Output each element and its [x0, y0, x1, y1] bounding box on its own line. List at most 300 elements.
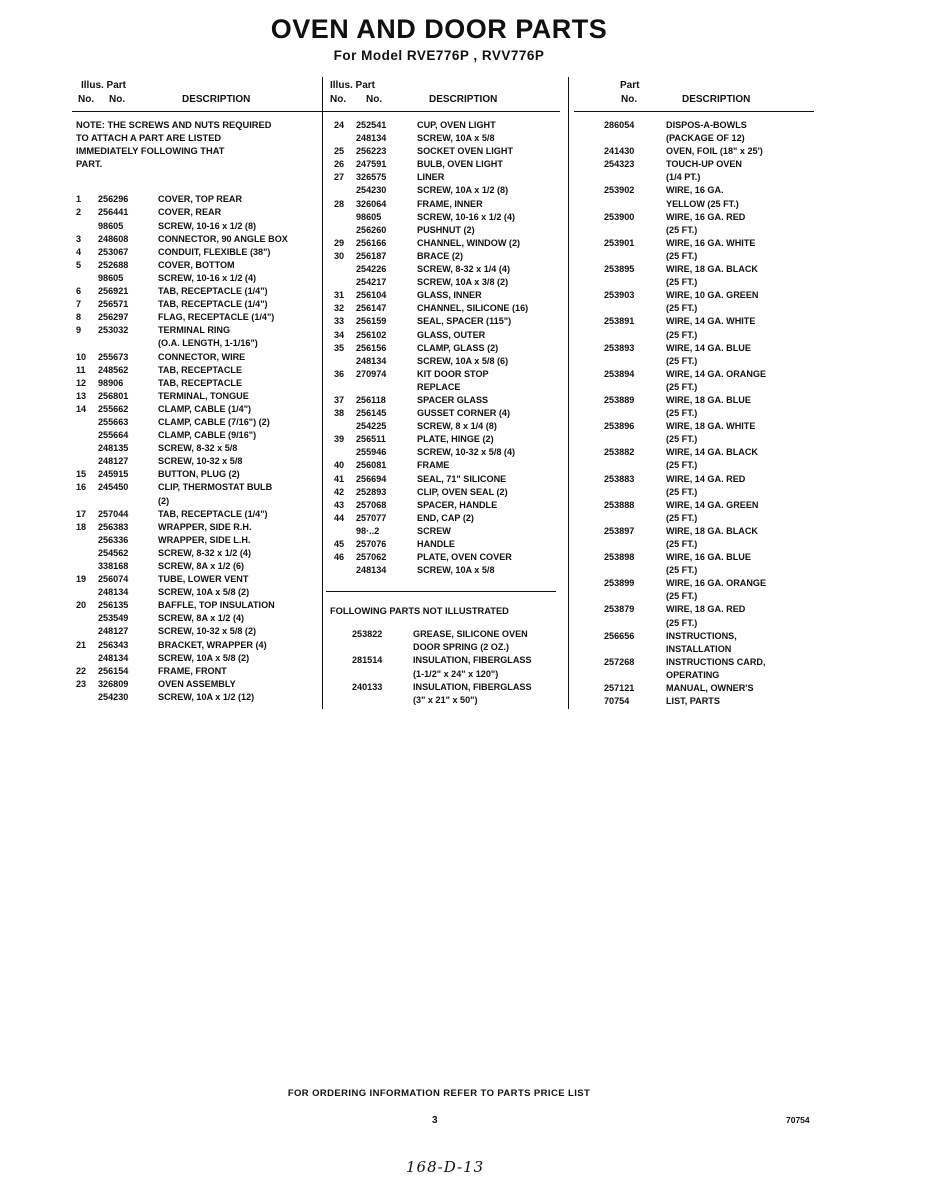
- part-number: 241430: [604, 146, 635, 157]
- table-row: [76, 351, 326, 364]
- part-description: WIRE, 16 GA. WHITE: [666, 237, 756, 248]
- part-number: 253883: [604, 473, 635, 484]
- table-row: [604, 198, 814, 211]
- part-description: WIRE, 10 GA. GREEN: [666, 290, 759, 301]
- part-description: SCREW, 10-16 x 1/2 (8): [158, 220, 257, 231]
- illus-number: 39: [334, 434, 345, 445]
- table-row: [604, 381, 814, 394]
- part-description: SCREW, 8-32 x 5/8: [158, 443, 238, 454]
- part-number: 248134: [356, 565, 387, 576]
- part-description: HANDLE: [417, 539, 455, 549]
- table-row: [76, 560, 326, 573]
- header-rule: [574, 111, 814, 112]
- part-description: (1-1/2" x 24" x 120"): [413, 668, 499, 679]
- table-row: [76, 429, 326, 442]
- part-number: 256147: [356, 303, 387, 314]
- part-description: PLATE, HINGE (2): [417, 434, 494, 445]
- table-row: [76, 220, 326, 233]
- part-description: SCREW, 10A x 5/8: [417, 565, 495, 576]
- header-rule: [326, 111, 560, 112]
- illus-number: 34: [334, 329, 345, 340]
- table-row: [76, 547, 326, 560]
- part-description: (25 FT.): [666, 434, 698, 445]
- table-row: [604, 224, 814, 237]
- part-description: MANUAL, OWNER'S: [666, 683, 754, 694]
- description-label: DESCRIPTION: [182, 94, 251, 105]
- part-description: KIT DOOR STOP: [417, 368, 489, 379]
- description-label: DESCRIPTION: [429, 94, 498, 105]
- illus-number: 24: [334, 120, 345, 130]
- part-number: 253893: [604, 342, 635, 353]
- table-row: [330, 446, 565, 459]
- table-row: [604, 446, 814, 459]
- part-description: INSTRUCTIONS CARD,: [666, 656, 766, 667]
- table-row: [604, 433, 814, 446]
- table-row: [330, 381, 565, 394]
- part-description: WIRE, 14 GA. RED: [666, 473, 746, 484]
- not-illustrated-list: [330, 628, 565, 707]
- table-row: [604, 499, 814, 512]
- part-number: 257062: [356, 552, 387, 563]
- table-row: [604, 643, 814, 656]
- part-description: (25 FT.): [666, 250, 698, 261]
- part-description: BULB, OVEN LIGHT: [417, 159, 503, 170]
- screws-note: NOTE: THE SCREWS AND NUTS REQUIRED TO ATTACH A PART ARE LISTED IMMEDIATELY FOLLOWING THAT PART.: [76, 120, 272, 170]
- part-description: SCREW, 10-32 x 5/8 (2): [158, 626, 257, 637]
- part-description: (25 FT.): [666, 460, 698, 471]
- table-row: [604, 630, 814, 643]
- part-description: SOCKET OVEN LIGHT: [417, 146, 513, 157]
- part-number: 257077: [356, 512, 387, 523]
- part-description: DOOR SPRING (2 OZ.): [413, 642, 509, 653]
- part-number: 98·..2: [356, 525, 380, 536]
- part-description: GREASE, SILICONE OVEN: [413, 629, 528, 640]
- illus-number: 10: [76, 351, 87, 362]
- part-description: SEAL, SPACER (115"): [417, 316, 512, 327]
- illus-number: 32: [334, 303, 345, 314]
- description-label: DESCRIPTION: [682, 94, 751, 105]
- part-description: CLIP, THERMOSTAT BULB: [158, 482, 273, 493]
- part-label: Part: [620, 80, 640, 91]
- part-description: GUSSET CORNER (4): [417, 408, 510, 419]
- part-description: END, CAP (2): [417, 512, 474, 523]
- table-row: [604, 119, 814, 132]
- part-description: (25 FT.): [666, 329, 698, 340]
- part-description: OPERATING: [666, 669, 720, 680]
- illus-number: 25: [334, 146, 345, 157]
- illus-number: 4: [76, 246, 82, 257]
- part-description: TERMINAL, TONGUE: [158, 390, 249, 401]
- table-row: [330, 668, 565, 681]
- table-row: [76, 233, 326, 246]
- part-number: 256154: [98, 665, 129, 676]
- part-number: 256074: [98, 574, 129, 585]
- part-number: 248135: [98, 443, 129, 454]
- part-number: 257044: [98, 508, 129, 519]
- table-row: [76, 652, 326, 665]
- table-row: [604, 342, 814, 355]
- column-2-rows: [330, 119, 565, 707]
- table-row: [330, 237, 565, 250]
- part-description: CONDUIT, FLEXIBLE (38"): [158, 246, 271, 257]
- part-number: 255664: [98, 430, 129, 441]
- part-number: 254562: [98, 547, 129, 558]
- part-description: YELLOW (25 FT.): [666, 198, 739, 209]
- part-number: 248127: [98, 626, 129, 637]
- table-row: [76, 337, 326, 350]
- part-description: (25 FT.): [666, 591, 698, 602]
- part-description: (1/4 PT.): [666, 172, 701, 183]
- table-row: [330, 145, 565, 158]
- table-row: [76, 285, 326, 298]
- table-row: [76, 324, 326, 337]
- part-description: BRACE (2): [417, 250, 463, 261]
- part-description: WIRE, 16 GA. ORANGE: [666, 578, 767, 589]
- part-description: OVEN ASSEMBLY: [158, 678, 236, 689]
- table-row: [604, 695, 814, 708]
- part-no-label: No.: [621, 94, 638, 105]
- part-number: 256145: [356, 408, 387, 419]
- part-number: 247591: [356, 159, 387, 170]
- part-number: 257068: [356, 499, 387, 510]
- table-row: [76, 193, 326, 206]
- part-description: CLIP, OVEN SEAL (2): [417, 486, 508, 497]
- part-number: 256343: [98, 639, 129, 650]
- part-description: SCREW, 10A x 1/2 (12): [158, 691, 255, 702]
- table-row: [330, 211, 565, 224]
- table-row: [604, 590, 814, 603]
- part-description: (25 FT.): [666, 617, 698, 628]
- table-row: [604, 237, 814, 250]
- part-description: PLATE, OVEN COVER: [417, 552, 512, 563]
- illus-number: 35: [334, 342, 345, 353]
- part-description: SCREW, 8-32 x 1/2 (4): [158, 547, 251, 558]
- table-row: [604, 669, 814, 682]
- table-row: [76, 298, 326, 311]
- part-number: 256383: [98, 521, 129, 532]
- part-description: FLAG, RECEPTACLE (1/4"): [158, 312, 275, 323]
- part-number: 253899: [604, 578, 635, 589]
- part-number: 253895: [604, 264, 635, 275]
- part-description: SCREW, 10A x 1/2 (8): [417, 185, 509, 196]
- illus-number: 2: [76, 207, 82, 218]
- illus-number: 16: [76, 482, 87, 493]
- part-number: 256694: [356, 473, 387, 484]
- illus-number: 30: [334, 250, 345, 261]
- column-divider-1: [322, 77, 323, 709]
- part-description: SCREW, 8A x 1/2 (6): [158, 561, 245, 571]
- table-row: [330, 198, 565, 211]
- part-description: SCREW, 10-32 x 5/8 (4): [417, 447, 516, 458]
- illus-number: 22: [76, 665, 87, 676]
- table-row: [330, 250, 565, 263]
- part-number: 98605: [356, 211, 382, 222]
- table-row: [330, 512, 565, 525]
- part-number: 256104: [356, 290, 387, 301]
- section-rule: [326, 591, 556, 592]
- part-description: SCREW, 10-16 x 1/2 (4): [158, 272, 257, 283]
- parts-column-1: [76, 80, 326, 702]
- table-row: [330, 329, 565, 342]
- part-description: INSTRUCTIONS,: [666, 630, 737, 641]
- table-row: [604, 473, 814, 486]
- table-row: [76, 521, 326, 534]
- table-row: [76, 416, 326, 429]
- part-number: 252893: [356, 486, 387, 497]
- table-row: [330, 459, 565, 472]
- illus-number: 26: [334, 159, 345, 170]
- part-number: 253900: [604, 211, 635, 222]
- part-number: 326575: [356, 172, 387, 183]
- table-row: [604, 329, 814, 342]
- part-description: BRACKET, WRAPPER (4): [158, 639, 267, 650]
- part-description: WRAPPER, SIDE L.H.: [158, 534, 251, 545]
- part-description: INSULATION, FIBERGLASS: [413, 655, 532, 666]
- handwritten-note: 168-D-13: [406, 1158, 485, 1176]
- part-description: (25 FT.): [666, 539, 698, 549]
- table-row: [330, 315, 565, 328]
- part-description: WIRE, 14 GA. GREEN: [666, 499, 759, 510]
- part-number: 253898: [604, 552, 635, 563]
- part-description: WIRE, 16 GA.: [666, 185, 724, 196]
- illus-part-label: Illus. Part: [81, 80, 127, 91]
- table-row: [604, 276, 814, 289]
- part-description: SCREW, 8A x 1/2 (4): [158, 613, 245, 624]
- part-number: 338168: [98, 561, 129, 571]
- part-description: SCREW, 10A x 5/8: [417, 133, 495, 144]
- part-number: 248608: [98, 233, 129, 244]
- page-number: 3: [432, 1115, 438, 1126]
- table-row: [330, 342, 565, 355]
- part-number: 253889: [604, 394, 635, 405]
- part-description: TUBE, LOWER VENT: [158, 574, 249, 585]
- part-description: INSULATION, FIBERGLASS: [413, 681, 532, 692]
- table-row: [76, 612, 326, 625]
- table-row: [330, 171, 565, 184]
- illus-number: 18: [76, 521, 87, 532]
- part-description: CLAMP, CABLE (1/4"): [158, 403, 252, 414]
- illus-number: 31: [334, 290, 345, 301]
- part-number: 253822: [352, 629, 383, 640]
- illus-number: 5: [76, 259, 82, 270]
- part-number: 257268: [604, 656, 635, 667]
- part-description: COVER, TOP REAR: [158, 194, 243, 205]
- part-description: TAB, RECEPTACLE (1/4"): [158, 508, 268, 519]
- part-description: CONNECTOR, 90 ANGLE BOX: [158, 233, 288, 244]
- part-number: 256511: [356, 434, 386, 445]
- part-number: 245450: [98, 482, 129, 493]
- part-description: WIRE, 16 GA. BLUE: [666, 552, 751, 563]
- table-row: [604, 551, 814, 564]
- header-rule: [72, 111, 328, 112]
- table-row: [76, 259, 326, 272]
- part-description: (25 FT.): [666, 224, 698, 235]
- part-description: WIRE, 18 GA. BLUE: [666, 394, 751, 405]
- part-number: 245915: [98, 469, 129, 480]
- table-row: [604, 368, 814, 381]
- table-row: [76, 665, 326, 678]
- part-description: SCREW, 8-32 x 1/4 (4): [417, 264, 510, 275]
- illus-number: 15: [76, 469, 87, 480]
- not-illustrated-title: FOLLOWING PARTS NOT ILLUSTRATED: [330, 606, 509, 617]
- parts-column-2: [330, 80, 565, 705]
- illus-number: 42: [334, 486, 345, 497]
- part-number: 248134: [356, 355, 387, 366]
- part-number: 256336: [98, 534, 129, 545]
- part-number: 256296: [98, 194, 129, 205]
- table-row: [330, 628, 565, 641]
- part-number: 326809: [98, 678, 129, 689]
- part-description: FRAME, INNER: [417, 198, 483, 209]
- table-row: [76, 625, 326, 638]
- part-number: 253549: [98, 613, 129, 624]
- table-row: [330, 224, 565, 237]
- table-row: [330, 302, 565, 315]
- part-number: 257076: [356, 539, 387, 549]
- part-number: 240133: [352, 681, 383, 692]
- illus-number: 9: [76, 325, 82, 336]
- part-description: (2): [158, 495, 170, 506]
- table-row: [76, 272, 326, 285]
- illus-number: 12: [76, 377, 87, 388]
- table-row: [76, 206, 326, 219]
- part-number: 254323: [604, 159, 635, 170]
- illus-number: 19: [76, 574, 87, 585]
- part-number: 253903: [604, 290, 635, 301]
- part-description: TAB, RECEPTACLE: [158, 377, 243, 388]
- part-number: 248562: [98, 364, 129, 375]
- illus-number: 44: [334, 512, 345, 523]
- illus-number: 38: [334, 408, 345, 419]
- part-description: WIRE, 14 GA. ORANGE: [666, 368, 767, 379]
- table-row: [76, 534, 326, 547]
- illus-number: 43: [334, 499, 345, 510]
- table-row: [604, 289, 814, 302]
- part-description: WIRE, 18 GA. BLACK: [666, 264, 758, 275]
- table-row: [76, 390, 326, 403]
- part-number: 253897: [604, 525, 635, 536]
- part-description: SCREW, 10-16 x 1/2 (4): [417, 211, 516, 222]
- part-number: 248127: [98, 456, 129, 467]
- table-row: [76, 364, 326, 377]
- part-number: 248134: [98, 652, 129, 663]
- part-number: 98906: [98, 377, 124, 388]
- column-3-rows: [604, 119, 814, 708]
- part-number: 256118: [356, 394, 386, 405]
- column-divider-2: [568, 77, 569, 709]
- part-number: 252541: [356, 120, 387, 130]
- part-number: 256801: [98, 390, 129, 401]
- part-number: 253888: [604, 499, 635, 510]
- part-number: 253894: [604, 368, 635, 379]
- part-description: (25 FT.): [666, 277, 698, 288]
- table-row: [604, 171, 814, 184]
- table-row: [330, 433, 565, 446]
- part-description: WIRE, 14 GA. BLACK: [666, 447, 758, 458]
- part-number: 253902: [604, 185, 635, 196]
- part-number: 256102: [356, 329, 387, 340]
- part-number: 98605: [98, 272, 124, 283]
- part-number: 255662: [98, 403, 129, 414]
- illus-number: 27: [334, 172, 345, 183]
- part-number: 256260: [356, 224, 387, 235]
- table-row: [330, 263, 565, 276]
- table-row: [330, 654, 565, 667]
- part-number: 281514: [352, 655, 383, 666]
- column-3-header: [604, 80, 814, 110]
- part-description: LIST, PARTS: [666, 696, 720, 707]
- table-row: [76, 403, 326, 416]
- table-row: [604, 538, 814, 551]
- part-description: SCREW, 10A x 5/8 (2): [158, 587, 250, 598]
- illus-part-label: Illus. Part: [330, 80, 376, 91]
- illus-number: 21: [76, 639, 87, 650]
- part-description: TOUCH-UP OVEN: [666, 159, 742, 170]
- part-description: COVER, REAR: [158, 207, 222, 218]
- column-2-list: [330, 119, 565, 577]
- part-description: (25 FT.): [666, 565, 698, 576]
- part-description: SCREW, 10-32 x 5/8: [158, 456, 243, 467]
- part-description: INSTALLATION: [666, 643, 732, 654]
- table-row: [604, 263, 814, 276]
- table-row: [604, 145, 814, 158]
- part-description: WIRE, 18 GA. RED: [666, 604, 746, 615]
- part-description: BAFFLE, TOP INSULATION: [158, 600, 275, 611]
- illus-number: 28: [334, 198, 345, 209]
- table-row: [76, 639, 326, 652]
- part-description: (25 FT.): [666, 486, 698, 497]
- part-number: 256441: [98, 207, 129, 218]
- part-description: BUTTON, PLUG (2): [158, 469, 240, 480]
- part-number: 253067: [98, 246, 129, 257]
- table-row: [604, 577, 814, 590]
- table-row: [330, 368, 565, 381]
- part-number: 248134: [356, 133, 387, 144]
- part-number: 256187: [356, 250, 387, 261]
- table-row: [330, 158, 565, 171]
- part-description: GLASS, INNER: [417, 290, 482, 301]
- part-number: 253879: [604, 604, 635, 615]
- table-row: [76, 495, 326, 508]
- table-row: [330, 694, 565, 707]
- part-number: 98605: [98, 220, 124, 231]
- part-description: (25 FT.): [666, 381, 698, 392]
- table-row: [330, 394, 565, 407]
- table-row: [330, 420, 565, 433]
- part-number: 253891: [604, 316, 635, 327]
- part-description: WIRE, 16 GA. RED: [666, 211, 746, 222]
- ordering-footer: FOR ORDERING INFORMATION REFER TO PARTS PRICE LIST: [287, 1088, 591, 1099]
- table-row: [330, 486, 565, 499]
- table-row: [330, 276, 565, 289]
- column-1-rows: [76, 119, 326, 704]
- part-description: WIRE, 14 GA. WHITE: [666, 316, 756, 327]
- part-description: LINER: [417, 172, 445, 183]
- part-number: 252688: [98, 259, 129, 270]
- part-no-label: No.: [109, 94, 126, 105]
- table-row: [76, 508, 326, 521]
- table-row: [76, 455, 326, 468]
- table-row: [604, 420, 814, 433]
- illus-number: 29: [334, 237, 345, 248]
- part-description: WIRE, 18 GA. WHITE: [666, 421, 756, 432]
- part-description: TERMINAL RING: [158, 325, 231, 336]
- part-number: 253896: [604, 421, 635, 432]
- part-description: OVEN, FOIL (18" x 25'): [666, 146, 763, 157]
- part-number: 326064: [356, 198, 387, 209]
- table-row: [76, 468, 326, 481]
- table-row: [604, 682, 814, 695]
